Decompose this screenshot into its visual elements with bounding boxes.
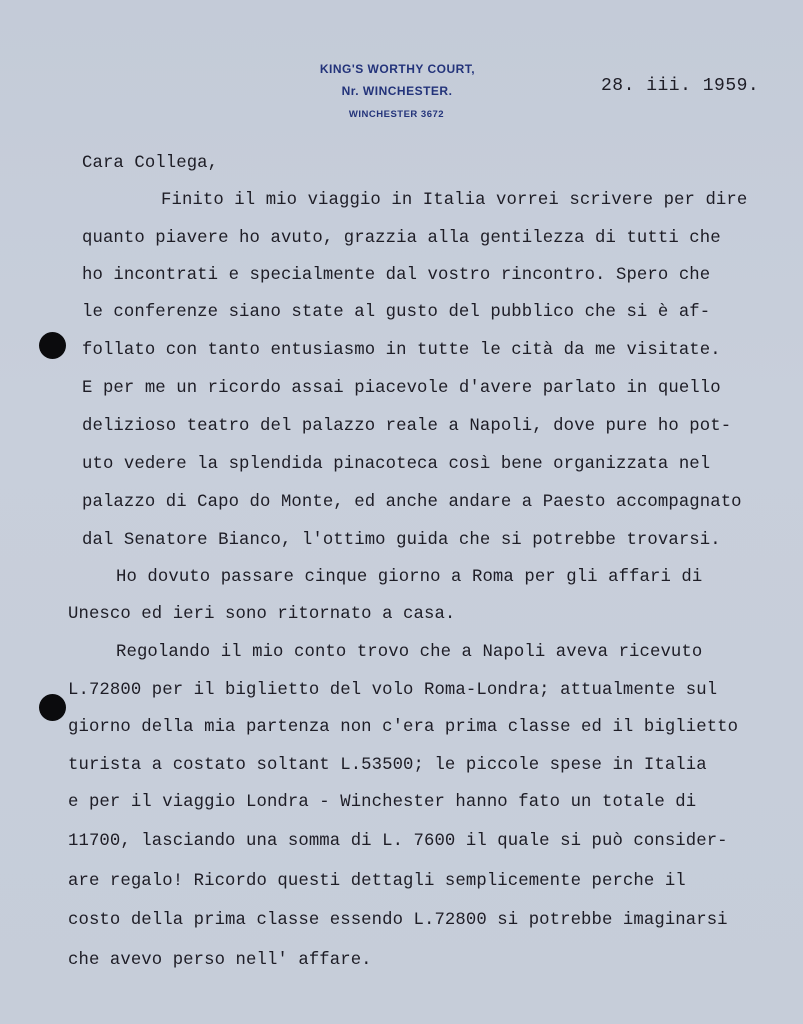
body-line: giorno della mia partenza non c'era prima classe ed il biglietto <box>68 718 739 737</box>
body-line: le conferenze siano state al gusto del pubblico che si è af- <box>82 303 711 322</box>
body-line: delizioso teatro del palazzo reale a Napoli, dove pure ho pot- <box>82 417 732 436</box>
body-line: E per me un ricordo assai piacevole d'avere parlato in quello <box>82 379 721 398</box>
body-line: Regolando il mio conto trovo che a Napoli aveva ricevuto <box>116 643 703 662</box>
letterhead <box>270 62 530 120</box>
body-line: are regalo! Ricordo questi dettagli semplicemente perche il <box>68 872 686 891</box>
body-line: L.72800 per il biglietto del volo Roma-Londra; attualmente sul <box>68 681 718 700</box>
body-line: ho incontrati e specialmente dal vostro rincontro. Spero che <box>82 266 711 285</box>
body-line: uto vedere la splendida pinacoteca così bene organizzata nel <box>82 455 711 474</box>
body-line: che avevo perso nell' affare. <box>68 951 372 970</box>
body-line: dal Senatore Bianco, l'ottimo guida che si potrebbe trovarsi. <box>82 531 721 550</box>
body-line: follato con tanto entusiasmo in tutte le cità da me visitate. <box>82 341 721 360</box>
body-line: Unesco ed ieri sono ritornato a casa. <box>68 605 456 624</box>
body-line: Ho dovuto passare cinque giorno a Roma per gli affari di <box>116 568 703 587</box>
letter-date: 28. iii. 1959. <box>601 76 760 96</box>
body-line: turista a costato soltant L.53500; le piccole spese in Italia <box>68 756 707 775</box>
letterhead-town: Nr. WINCHESTER. <box>341 84 453 98</box>
body-line: costo della prima classe essendo L.72800 si potrebbe imaginarsi <box>68 911 728 930</box>
punch-hole <box>39 332 66 359</box>
letterhead-address: KING'S WORTHY COURT, <box>319 62 476 76</box>
body-line: Finito il mio viaggio in Italia vorrei scrivere per dire <box>161 191 748 210</box>
salutation: Cara Collega, <box>82 154 219 173</box>
body-line: 11700, lasciando una somma di L. 7600 il quale si può consider- <box>68 832 728 851</box>
letterhead-phone: WINCHESTER 3672 <box>348 109 445 120</box>
body-line: e per il viaggio Londra - Winchester hanno fato un totale di <box>68 793 697 812</box>
body-line: palazzo di Capo do Monte, ed anche andare a Paesto accompagnato <box>82 493 742 512</box>
punch-hole <box>39 694 66 721</box>
body-line: quanto piavere ho avuto, grazzia alla gentilezza di tutti che <box>82 229 721 248</box>
